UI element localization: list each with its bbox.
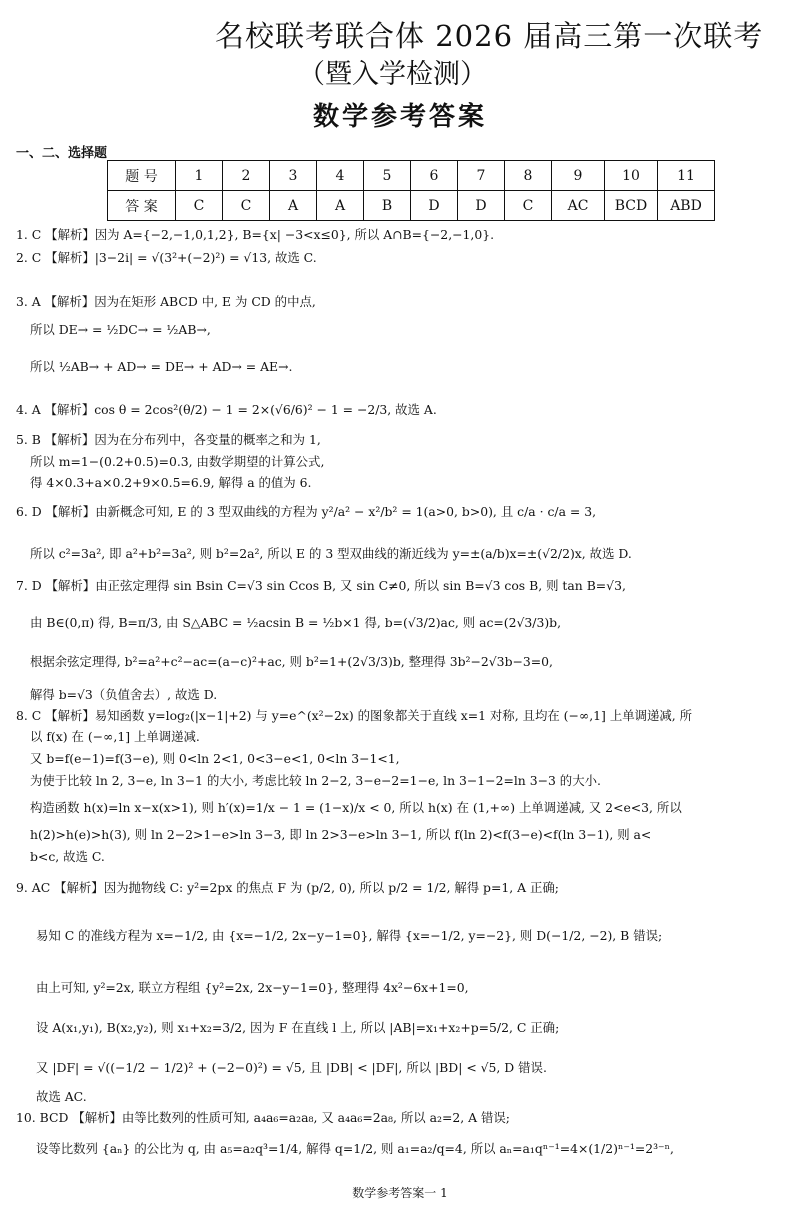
table-row-label: 题 号 xyxy=(108,161,176,191)
solution-line: 为使于比较 ln 2, 3−e, ln 3−1 的大小, 考虑比较 ln 2−2, 3−e−2=1−e, ln 3−1−2=ln 3−3 的大小. xyxy=(30,773,601,788)
answer-cell: C xyxy=(223,191,270,221)
solution-line: 以 f(x) 在 (−∞,1] 上单调递减. xyxy=(30,729,200,744)
solution-line: 4. A 【解析】cos θ = 2cos²(θ/2) − 1 = 2×(√6/6)² − 1 = −2/3, 故选 A. xyxy=(16,402,437,417)
answer-cell: C xyxy=(176,191,223,221)
solution-line: 所以 m=1−(0.2+0.5)=0.3, 由数学期望的计算公式, xyxy=(30,454,325,469)
solution-line: 8. C 【解析】易知函数 y=log₂(|x−1|+2) 与 y=e^(x²−2x) 的图象都关于直线 x=1 对称, 且均在 (−∞,1] 上单调递减, 所 xyxy=(16,708,693,723)
question-number: 4 xyxy=(317,161,364,191)
solution-line: 解得 b=√3（负值舍去）, 故选 D. xyxy=(30,687,218,702)
solution-line: 7. D 【解析】由正弦定理得 sin Bsin C=√3 sin Ccos B, 又 sin C≠0, 所以 sin B=√3 cos B, 则 tan B=√3, xyxy=(16,578,626,593)
answer-cell: B xyxy=(364,191,411,221)
answer-table-answer-row xyxy=(108,191,715,221)
question-number: 5 xyxy=(364,161,411,191)
solution-line: 2. C 【解析】|3−2i| = √(3²+(−2)²) = √13, 故选 C. xyxy=(16,250,317,265)
solution-line: 设等比数列 {aₙ} 的公比为 q, 由 a₅=a₂q³=1/4, 解得 q=1/2, 则 a₁=a₂/q=4, 所以 aₙ=a₁qⁿ⁻¹=4×(1/2)ⁿ⁻¹=2³⁻ⁿ, xyxy=(36,1141,674,1156)
answer-cell: AC xyxy=(552,191,605,221)
exam-title: 名校联考联合体 2026 届高三第一次联考 xyxy=(215,19,764,53)
solution-line: 又 |DF| = √((−1/2 − 1/2)² + (−2−0)²) = √5, 且 |DB| < |DF|, 所以 |BD| < √5, D 错误. xyxy=(36,1060,547,1075)
answer-cell: D xyxy=(411,191,458,221)
solution-line: 设 A(x₁,y₁), B(x₂,y₂), 则 x₁+x₂=3/2, 因为 F 在直线 l 上, 所以 |AB|=x₁+x₂+p=5/2, C 正确; xyxy=(36,1020,560,1035)
answer-table-number-row xyxy=(108,161,715,191)
question-number: 6 xyxy=(411,161,458,191)
exam-subtitle: （暨入学检测） xyxy=(298,59,487,90)
document-title: 数学参考答案 xyxy=(312,102,487,132)
solution-line: h(2)>h(e)>h(3), 则 ln 2−2>1−e>ln 3−3, 即 ln 2>3−e>ln 3−1, 所以 f(ln 2)<f(3−e)<f(ln 3−1), 则 a< xyxy=(30,827,652,842)
answer-cell: A xyxy=(317,191,364,221)
solution-line: 1. C 【解析】因为 A={−2,−1,0,1,2}, B={x| −3<x≤0}, 所以 A∩B={−2,−1,0}. xyxy=(16,227,495,242)
answer-table xyxy=(107,160,715,221)
answer-cell: BCD xyxy=(605,191,658,221)
solution-line: b<c, 故选 C. xyxy=(30,849,105,864)
question-number: 3 xyxy=(270,161,317,191)
solution-line: 所以 ½AB→ + AD→ = DE→ + AD→ = AE→. xyxy=(30,359,293,374)
question-number: 8 xyxy=(505,161,552,191)
question-number: 2 xyxy=(223,161,270,191)
answer-cell: A xyxy=(270,191,317,221)
table-row-label: 答 案 xyxy=(108,191,176,221)
answer-cell: C xyxy=(505,191,552,221)
answer-cell: ABD xyxy=(658,191,715,221)
question-number: 10 xyxy=(605,161,658,191)
page-footer: 数学参考答案一 1 xyxy=(352,1186,448,1200)
solution-line: 10. BCD 【解析】由等比数列的性质可知, a₄a₆=a₂a₈, 又 a₄a₆=2a₈, 所以 a₂=2, A 错误; xyxy=(16,1110,510,1125)
solution-line: 由 B∈(0,π) 得, B=π/3, 由 S△ABC = ½acsin B = ½b×1 得, b=(√3/2)ac, 则 ac=(2√3/3)b, xyxy=(30,615,562,630)
question-number: 1 xyxy=(176,161,223,191)
solution-line: 故选 AC. xyxy=(36,1089,87,1104)
solution-line: 所以 c²=3a², 即 a²+b²=3a², 则 b²=2a², 所以 E 的 3 型双曲线的渐近线为 y=±(a/b)x=±(√2/2)x, 故选 D. xyxy=(30,546,632,561)
solution-line: 3. A 【解析】因为在矩形 ABCD 中, E 为 CD 的中点, xyxy=(16,294,316,309)
solution-line: 得 4×0.3+a×0.2+9×0.5=6.9, 解得 a 的值为 6. xyxy=(30,475,312,490)
section-heading: 一、二、选择题 xyxy=(16,146,108,161)
question-number: 7 xyxy=(458,161,505,191)
solution-line: 又 b=f(e−1)=f(3−e), 则 0<ln 2<1, 0<3−e<1, 0<ln 3−1<1, xyxy=(30,751,400,766)
solution-line: 5. B 【解析】因为在分布列中，各变量的概率之和为 1, xyxy=(16,432,321,447)
solution-line: 9. AC 【解析】因为抛物线 C: y²=2px 的焦点 F 为 (p/2, 0), 所以 p/2 = 1/2, 解得 p=1, A 正确; xyxy=(16,880,559,895)
solution-line: 构造函数 h(x)=ln x−x(x>1), 则 h′(x)=1/x − 1 = (1−x)/x < 0, 所以 h(x) 在 (1,+∞) 上单调递减, 又 2<e<3, 所以 xyxy=(30,800,682,815)
solution-line: 所以 DE→ = ½DC→ = ½AB→, xyxy=(30,322,211,337)
solution-line: 由上可知, y²=2x, 联立方程组 {y²=2x, 2x−y−1=0}, 整理得 4x²−6x+1=0, xyxy=(36,980,469,995)
solution-line: 根据余弦定理得, b²=a²+c²−ac=(a−c)²+ac, 则 b²=1+(2√3/3)b, 整理得 3b²−2√3b−3=0, xyxy=(30,654,553,669)
solution-line: 6. D 【解析】由新概念可知, E 的 3 型双曲线的方程为 y²/a² − x²/b² = 1(a>0, b>0), 且 c/a · c/a = 3, xyxy=(16,504,597,519)
question-number: 11 xyxy=(658,161,715,191)
question-number: 9 xyxy=(552,161,605,191)
solution-line: 易知 C 的准线方程为 x=−1/2, 由 {x=−1/2, 2x−y−1=0}, 解得 {x=−1/2, y=−2}, 则 D(−1/2, −2), B 错误; xyxy=(36,928,663,943)
answer-cell: D xyxy=(458,191,505,221)
